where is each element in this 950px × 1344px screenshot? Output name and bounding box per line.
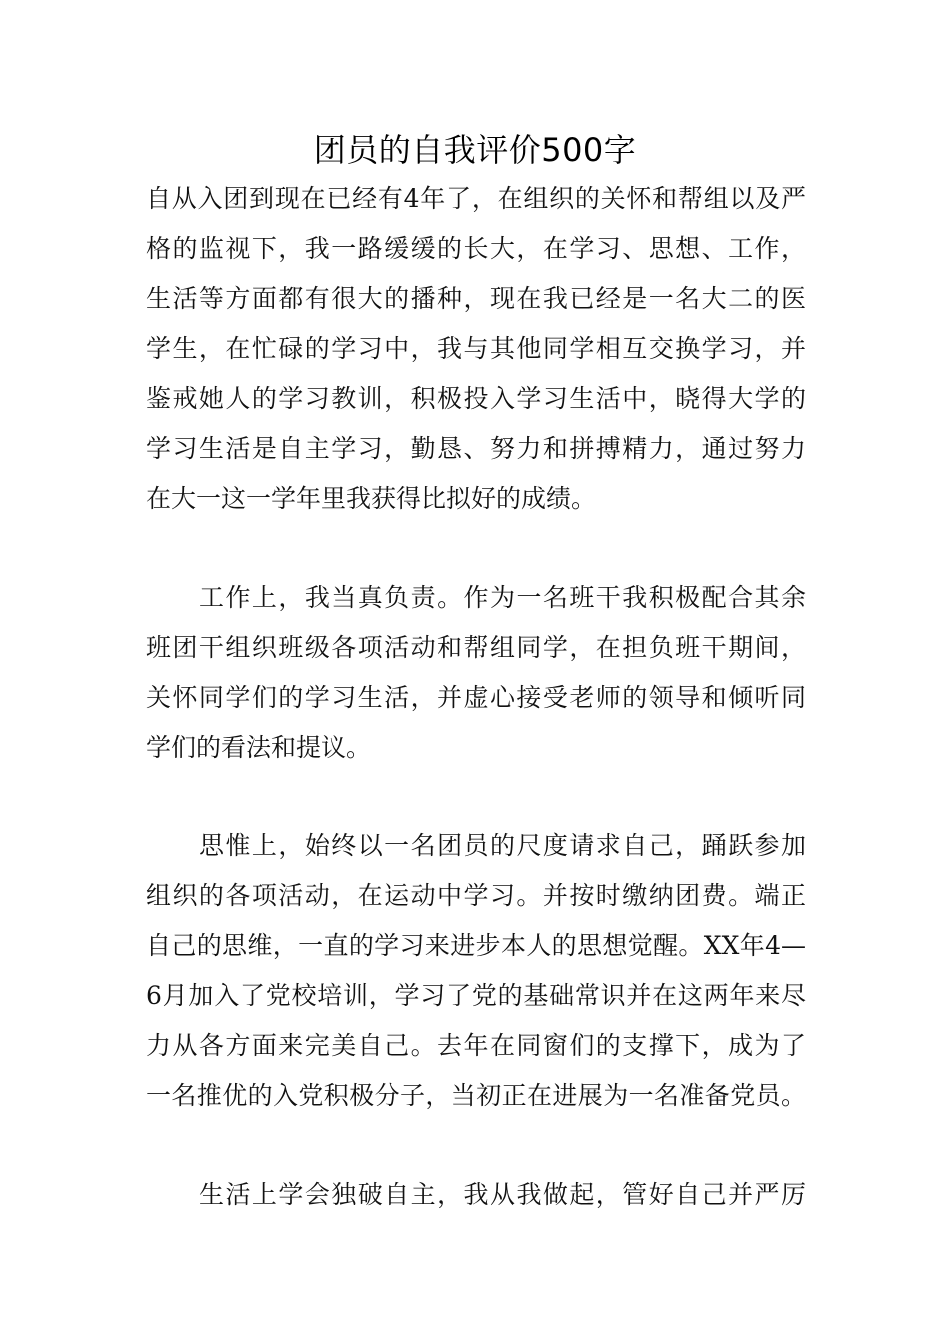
paragraph-3-line: 自己的思维，一直的学习来进步本人的思想觉醒。XX年4— — [146, 931, 806, 960]
paragraph-3-line: 一名推优的入党积极分子，当初正在进展为一名准备党员。 — [146, 1081, 806, 1110]
paragraph-2-line: 工作上，我当真负责。作为一名班干我积极配合其余 — [199, 583, 806, 612]
paragraph-3-line: 6月加入了党校培训，学习了党的基础常识并在这两年来尽 — [146, 981, 806, 1010]
paragraph-1-line: 学习生活是自主学习，勤恳、努力和拼搏精力，通过努力 — [146, 434, 806, 463]
paragraph-1-line: 在大一这一学年里我获得比拟好的成绩。 — [146, 484, 597, 513]
paragraph-3-line: 思惟上，始终以一名团员的尺度请求自己，踊跃参加 — [199, 831, 806, 860]
document-title: 团员的自我评价500字 — [313, 131, 637, 169]
paragraph-1-line: 学生，在忙碌的学习中，我与其他同学相互交换学习，并 — [146, 334, 806, 363]
paragraph-2-line: 学们的看法和提议。 — [146, 733, 372, 762]
paragraph-1-line: 鉴戒她人的学习教训，积极投入学习生活中，晓得大学的 — [146, 384, 806, 413]
paragraph-2-line: 关怀同学们的学习生活，并虚心接受老师的领导和倾听同 — [146, 683, 806, 712]
paragraph-2-line: 班团干组织班级各项活动和帮组同学，在担负班干期间， — [146, 633, 806, 662]
paragraph-1-line: 自从入团到现在已经有4年了，在组织的关怀和帮组以及严 — [146, 184, 806, 213]
paragraph-3-line: 力从各方面来完美自己。去年在同窗们的支撑下，成为了 — [146, 1031, 806, 1060]
paragraph-4-line: 生活上学会独破自主，我从我做起，管好自己并严厉 — [199, 1180, 806, 1209]
paragraph-1-line: 格的监视下，我一路缓缓的长大，在学习、思想、工作， — [146, 234, 806, 263]
paragraph-3-line: 组织的各项活动，在运动中学习。并按时缴纳团费。端正 — [146, 881, 806, 910]
paragraph-1-line: 生活等方面都有很大的播种，现在我已经是一名大二的医 — [146, 284, 806, 313]
